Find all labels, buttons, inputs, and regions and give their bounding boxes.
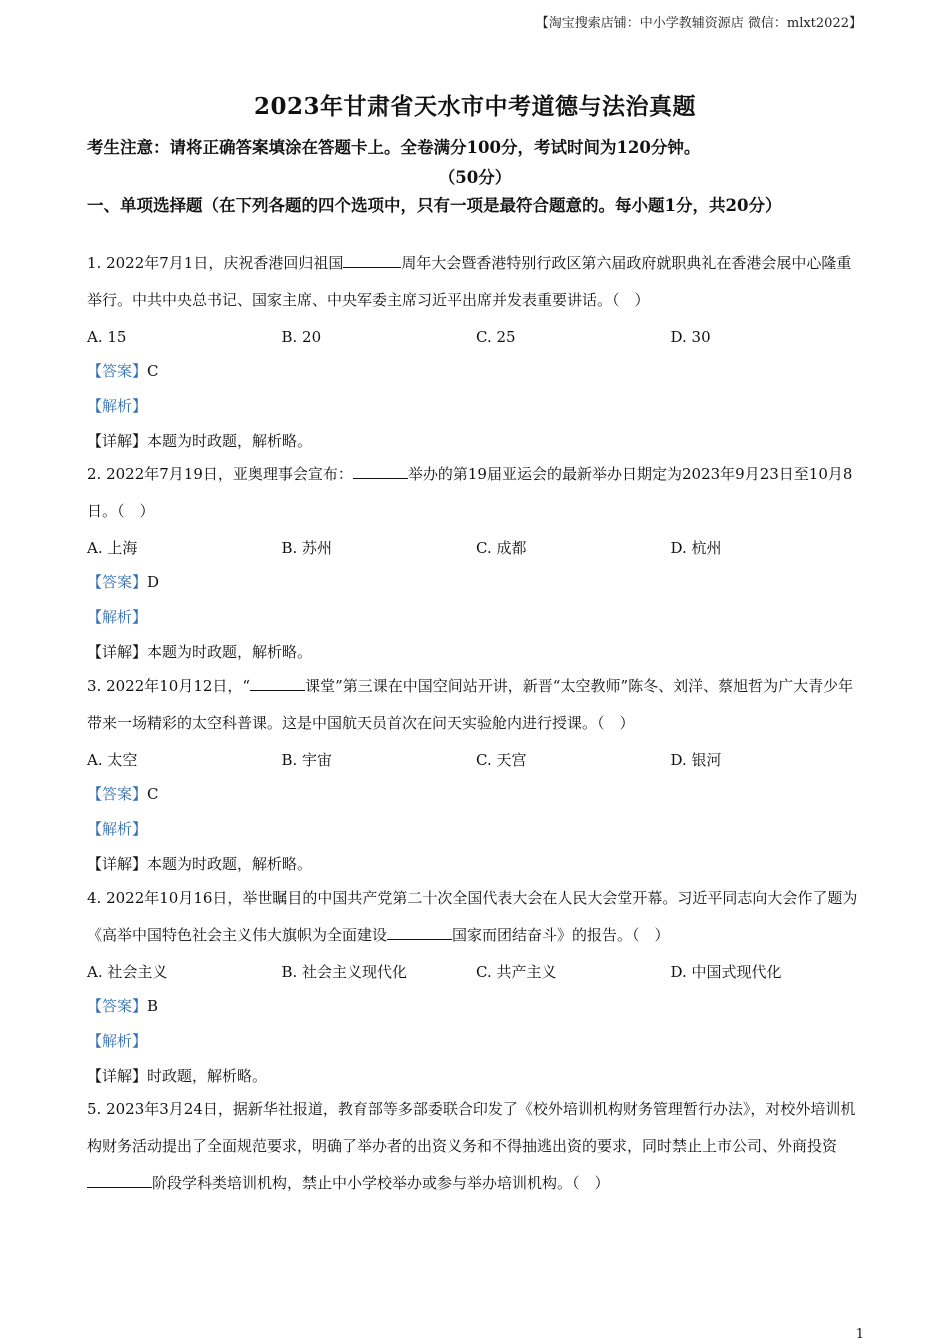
answer-blank — [87, 1173, 152, 1188]
page-title: 2023年甘肃省天水市中考道德与法治真题 — [253, 93, 696, 120]
option-d: D. 30 — [670, 327, 711, 346]
option-b: B. 苏州 — [281, 539, 333, 557]
answer-label: 【答案】 — [87, 785, 148, 803]
option-b: B. 20 — [281, 327, 322, 346]
analysis-label: 【解析】 — [87, 820, 148, 838]
question-3 — [87, 668, 865, 882]
detail-label: 【详解】 — [87, 855, 148, 873]
analysis-line — [87, 389, 865, 424]
answer-blank — [250, 676, 305, 691]
question-stem: 1. 2022年7月1日，庆祝香港回归祖国 周年大会暨香港特别行政区第六届政府就职典礼在香港会展中心隆重举行。中共中央总书记、国家主席、中央军委主席习近平出席并发表重要讲话。（ ） — [87, 254, 852, 309]
question-1 — [87, 245, 865, 459]
option-a: A. 15 — [87, 327, 127, 346]
question-stem: 4. 2022年10月16日，举世瞩目的中国共产党第二十次全国代表大会在人民大会堂开幕。习近平同志向大会作了题为《高举中国特色社会主义伟大旗帜为全面建设 国家而团结奋斗》的报告。（ ） — [87, 889, 858, 944]
option-c: C. 成都 — [476, 539, 527, 557]
question-2 — [87, 456, 865, 670]
exam-notice: 考生注意：请将正确答案填涂在答题卡上。全卷满分100分，考试时间为120分钟。 — [87, 138, 701, 157]
question-4 — [87, 880, 865, 1094]
option-a: A. 社会主义 — [87, 963, 168, 981]
detail-label: 【详解】 — [87, 1067, 148, 1085]
answer-blank — [353, 464, 408, 479]
header-note: 【淘宝搜索店铺：中小学教辅资源店 微信：mlxt2022】 — [535, 16, 862, 31]
analysis-label: 【解析】 — [87, 397, 148, 415]
page-number: 1 — [855, 1327, 864, 1342]
answer-value: D — [147, 573, 160, 591]
option-d: D. 中国式现代化 — [670, 963, 782, 981]
detail-line — [87, 847, 865, 882]
detail-text: 本题为时政题，解析略。 — [147, 643, 313, 661]
answer-blank — [343, 253, 401, 268]
option-d: D. 银河 — [670, 751, 722, 769]
analysis-line — [87, 600, 865, 635]
section-heading: 一、单项选择题（在下列各题的四个选项中，只有一项是最符合题意的。每小题1分，共20分） — [87, 196, 782, 215]
question-stem: 3. 2022年10月12日，“ 课堂”第三课在中国空间站开讲，新晋“太空教师”陈冬、刘洋、蔡旭哲为广大青少年带来一场精彩的太空科普课。这是中国航天员首次在问天实验舱内进行授课。（ ） — [87, 677, 854, 732]
analysis-label: 【解析】 — [87, 1032, 148, 1050]
question-stem: 5. 2023年3月24日，据新华社报道，教育部等多部委联合印发了《校外培训机构财务管理暂行办法》，对校外培训机构财务活动提出了全面规范要求，明确了举办者的出资义务和不得抽逃出资的要求，同时禁止上市公司、外商投资阶段学科类培训机构，禁止中小学校举办或参与举办培训机构。（ ） — [87, 1100, 856, 1192]
analysis-label: 【解析】 — [87, 608, 148, 626]
answer-label: 【答案】 — [87, 997, 148, 1015]
options-row — [87, 954, 865, 989]
detail-line — [87, 635, 865, 670]
question-stem: 2. 2022年7月19日，亚奥理事会宣布： 举办的第19届亚运会的最新举办日期定为2023年9月23日至10月8日。（ ） — [87, 465, 853, 520]
options-row — [87, 742, 865, 777]
answer-value: C — [147, 785, 159, 803]
answer-line — [87, 565, 865, 600]
analysis-line — [87, 812, 865, 847]
option-d: D. 杭州 — [670, 539, 722, 557]
option-a: A. 上海 — [87, 539, 138, 557]
answer-line — [87, 989, 865, 1024]
option-a: A. 太空 — [87, 751, 138, 769]
options-row — [87, 530, 865, 565]
detail-text: 时政题，解析略。 — [147, 1067, 268, 1085]
section-score: （50分） — [438, 168, 512, 187]
analysis-line — [87, 1024, 865, 1059]
detail-line — [87, 424, 865, 459]
option-c: C. 天宫 — [476, 751, 527, 769]
answer-value: B — [147, 997, 159, 1015]
detail-text: 本题为时政题，解析略。 — [147, 432, 313, 450]
detail-label: 【详解】 — [87, 643, 148, 661]
detail-text: 本题为时政题，解析略。 — [147, 855, 313, 873]
detail-label: 【详解】 — [87, 432, 148, 450]
answer-label: 【答案】 — [87, 573, 148, 591]
answer-line — [87, 777, 865, 812]
option-b: B. 宇宙 — [281, 751, 333, 769]
option-b: B. 社会主义现代化 — [281, 963, 408, 981]
answer-line — [87, 354, 865, 389]
answer-blank — [387, 925, 452, 940]
answer-value: C — [147, 362, 159, 380]
option-c: C. 25 — [476, 327, 516, 346]
option-c: C. 共产主义 — [476, 963, 557, 981]
question-5 — [87, 1091, 865, 1202]
options-row — [87, 319, 865, 354]
answer-label: 【答案】 — [87, 362, 148, 380]
detail-line — [87, 1059, 865, 1094]
